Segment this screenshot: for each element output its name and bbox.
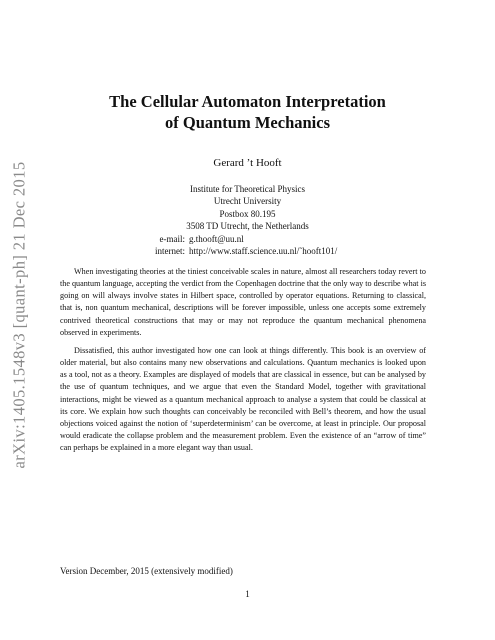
paper-title <box>60 91 435 133</box>
homepage-url: http://www.staff.science.uu.nl/˜hooft101/ <box>189 246 338 257</box>
affiliation-line: Postbox 80.195 <box>219 208 276 219</box>
email-label: e-mail: <box>159 234 185 244</box>
affiliation-line: 3508 TD Utrecht, the Netherlands <box>186 220 309 231</box>
internet-label: internet: <box>155 246 185 257</box>
email-address: g.thooft@uu.nl <box>189 234 244 244</box>
email-row <box>100 233 400 245</box>
arxiv-identifier-text: arXiv:1405.1548v3 [quant-ph] 21 Dec 2015 <box>9 161 29 469</box>
author-name: Gerard ’t Hooft <box>213 157 282 169</box>
title-line: of Quantum Mechanics <box>165 113 330 132</box>
contact-block <box>100 233 400 258</box>
internet-row <box>100 245 400 257</box>
abstract <box>60 266 426 460</box>
affiliation-line: Utrecht University <box>213 196 282 207</box>
abstract-paragraph: When investigating theories at the tiniest conceivable scales in nature, almost all researchers today revert to the quantum language, accepting the verdict from the Copenhagen doctrine that the only way to describe what is going on will always involve states in Hilbert space, controlled by operator equations. Returning to classical, that is, non quantum mechanical, descriptions will be forever impossible, unless one accepts some extremely contrived theoretical constructions that may or may not reproduce the quantum mechanical phenomena observed in experiments. <box>60 267 426 337</box>
affiliation-block <box>110 183 385 232</box>
abstract-paragraph: Dissatisfied, this author investigated how one can look at things differently. This book is an overview of older material, but also contains many new observations and calculations. Quantum mechanics is looked upon as a tool, not as a theory. Examples are displayed of models that are classical in essence, but can be analysed by the use of quantum techniques, and we argue that even the Standard Model, together with gravitational interactions, might be viewed as a quantum mechanical approach to analyse a system that could be classical at its core. We explain how such thoughts can conceivably be reconciled with Bell’s theorem, and how the usual objections voiced against the notion of ‘superdeterminism’ can be overcome, at least in principle. Our proposal would eradicate the collapse problem and the measurement problem. Even the existence of an “arrow of time” can perhaps be explained in a more elegant way than usual. <box>60 345 426 453</box>
version-note: Version December, 2015 (extensively modified) <box>60 566 233 576</box>
affiliation-line: Institute for Theoretical Physics <box>189 184 306 194</box>
title-line: The Cellular Automaton Interpretation <box>109 92 386 111</box>
page-number: 1 <box>245 589 250 599</box>
arxiv-identifier-stamp <box>6 145 32 485</box>
